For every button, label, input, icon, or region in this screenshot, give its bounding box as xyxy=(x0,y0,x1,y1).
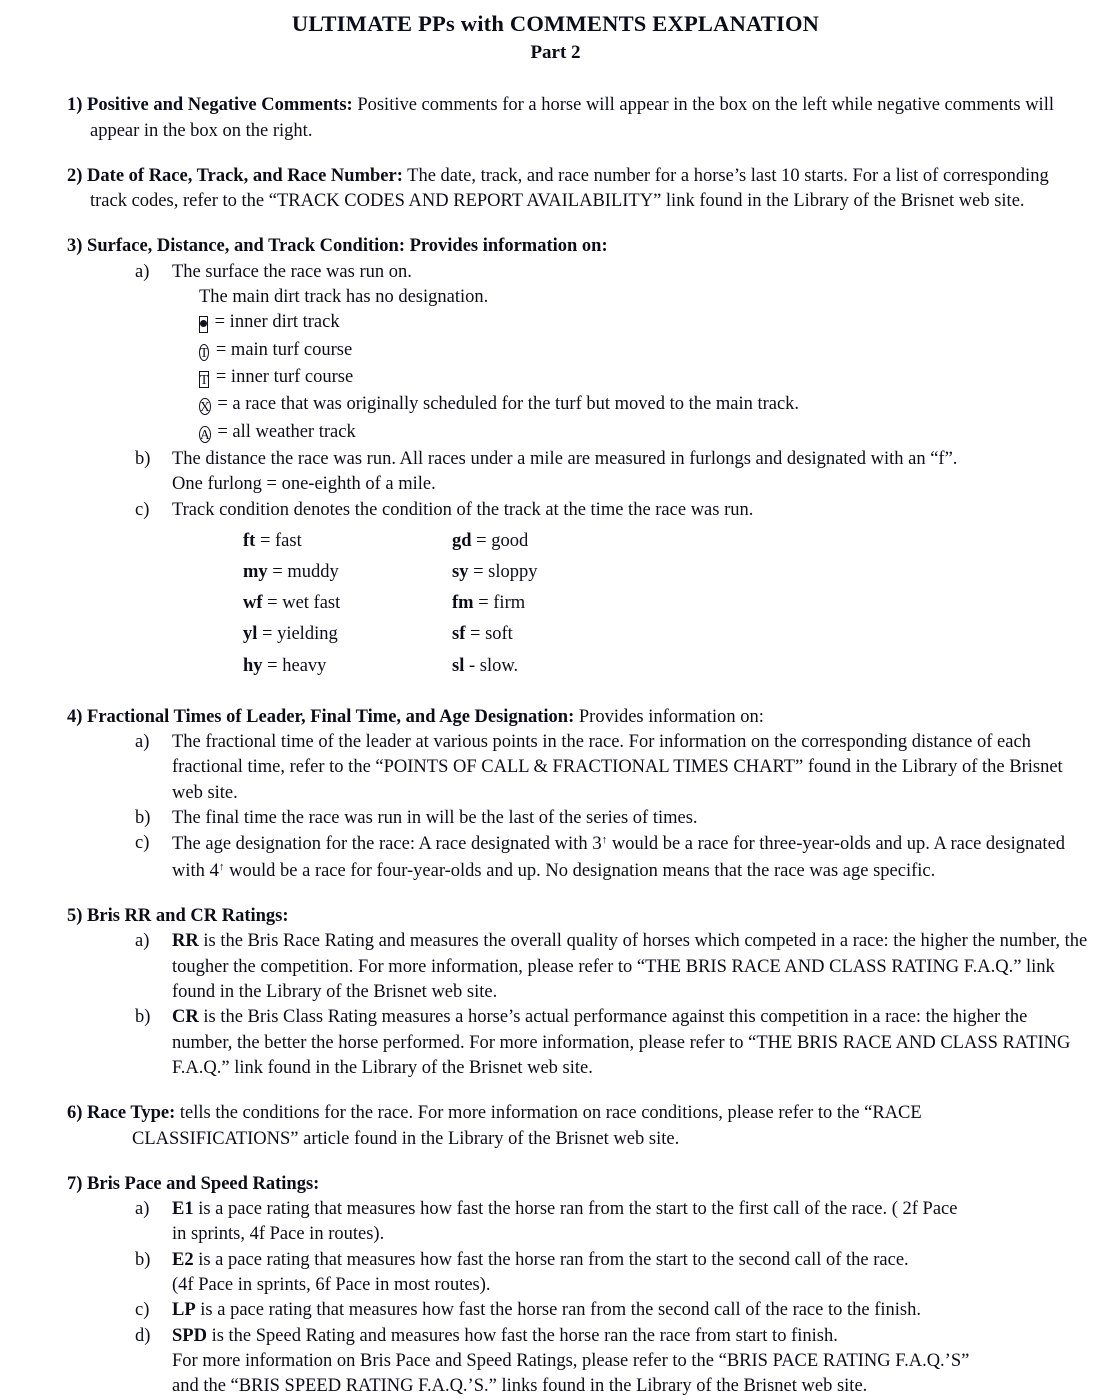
section-4-label: Fractional Times of Leader, Final Time, and Age Designation: xyxy=(87,706,575,727)
sections-container xyxy=(0,93,1111,1399)
boxed-t-icon xyxy=(199,367,209,392)
spd-continuation-2: and the “BRIS SPEED RATING F.A.Q.’S.” links found in the Library of the Brisnet web site. xyxy=(172,1376,868,1397)
section-6 xyxy=(0,1101,1111,1152)
table-row xyxy=(0,591,537,622)
condition-meaning: good xyxy=(491,531,529,552)
pace-key-e1: E1 xyxy=(172,1199,194,1220)
section-1-paragraph xyxy=(0,93,1111,144)
circled-t-glyph: T xyxy=(200,344,209,360)
section-6-label: Race Type: xyxy=(87,1103,176,1124)
sub-item-text: is the Bris Class Rating measures a horse’s actual performance against this competition in a race: the higher the number, the better the horse performed. For more information, please refer to “THE BRIS RACE AND CLASS RATING F.A.Q.” link found in the Library of the Brisnet web site. xyxy=(172,1007,1071,1078)
section-5-label: Bris RR and CR Ratings: xyxy=(87,905,289,926)
section-2-number: 2) xyxy=(67,165,83,186)
section-1 xyxy=(0,93,1111,144)
age-designation-part1: The age designation for the race: A race designated with xyxy=(172,834,593,855)
section-4-heading xyxy=(0,705,1111,730)
age-4-up-arrow-icon: ↑ xyxy=(219,860,225,873)
spd-continuation-1: For more information on Bris Pace and Speed Ratings, please refer to the “BRIS PACE RATING F.A.Q.’S” xyxy=(172,1351,970,1372)
condition-separator: = xyxy=(272,562,283,583)
section-6-number: 6) xyxy=(67,1103,83,1124)
symbol-row-inner-dirt xyxy=(0,310,1111,337)
condition-abbr: hy xyxy=(243,655,263,676)
symbol-row-inner-turf xyxy=(0,365,1111,392)
condition-cell xyxy=(0,529,452,560)
symbol-row-turf-to-main xyxy=(0,392,1111,419)
condition-abbr: ft xyxy=(243,531,256,552)
sub-item-text: is a pace rating that measures how fast the horse ran from the second call of the race to the finish. xyxy=(195,1300,921,1321)
section-3-heading xyxy=(0,234,1111,259)
square-with-dot-icon xyxy=(199,312,208,337)
age-3-digit: 3 xyxy=(592,833,602,855)
list-item xyxy=(0,806,1111,831)
table-row xyxy=(0,654,537,685)
sub-item-marker: c) xyxy=(135,833,150,854)
sub-item-marker: b) xyxy=(135,807,151,828)
page-title: ULTIMATE PPs with COMMENTS EXPLANATION xyxy=(291,11,820,36)
condition-cell xyxy=(0,591,452,622)
section-7-sub-list xyxy=(0,1197,1111,1400)
section-4 xyxy=(0,705,1111,884)
list-item xyxy=(0,260,1111,285)
table-row xyxy=(0,622,537,653)
circled-a-glyph: A xyxy=(200,426,210,442)
section-6-body: tells the conditions for the race. For more information on race conditions, please refer to the “RACE CLASSIFICATIONS” article found in the Library of the Brisnet web site. xyxy=(132,1103,922,1149)
list-item xyxy=(0,1005,1111,1081)
condition-meaning: firm xyxy=(493,593,526,614)
sub-item-text: The surface the race was run on. xyxy=(172,261,412,282)
list-item xyxy=(0,1197,1111,1222)
sub-item-marker: a) xyxy=(135,1199,150,1220)
condition-meaning: yielding xyxy=(277,624,338,645)
condition-cell xyxy=(452,529,537,560)
condition-abbr: sy xyxy=(452,562,469,583)
sub-item-text: The final time the race was run in will be the last of the series of times. xyxy=(172,807,698,828)
list-item xyxy=(0,831,1111,884)
age-designation-part3: would be a race for four-year-olds and up. No designation means that the race was age specific. xyxy=(224,860,936,881)
section-3-number: 3) xyxy=(67,236,83,257)
symbol-definition: = inner dirt track xyxy=(214,312,340,333)
sub-item-marker: a) xyxy=(135,931,150,952)
section-7-number: 7) xyxy=(67,1173,83,1194)
condition-cell xyxy=(0,622,452,653)
condition-abbr: gd xyxy=(452,531,472,552)
circled-x-icon xyxy=(199,394,211,419)
section-7-label: Bris Pace and Speed Ratings: xyxy=(87,1173,320,1194)
list-item xyxy=(0,498,1111,523)
symbol-row-all-weather xyxy=(0,420,1111,447)
condition-meaning: fast xyxy=(275,531,302,552)
section-3-sub-list xyxy=(0,260,1111,523)
surface-note: The main dirt track has no designation. xyxy=(199,287,489,308)
condition-abbr: yl xyxy=(243,624,258,645)
rating-key-rr: RR xyxy=(172,931,199,952)
symbol-row-main-turf xyxy=(0,338,1111,365)
sub-item-text: is the Speed Rating and measures how fast the horse ran the race from start to finish. xyxy=(206,1325,838,1346)
pace-key-spd: SPD xyxy=(172,1325,207,1346)
list-item xyxy=(0,730,1111,806)
sub-item-marker: b) xyxy=(135,449,151,470)
condition-separator: = xyxy=(259,531,271,552)
list-item xyxy=(0,1324,1111,1349)
condition-meaning: heavy xyxy=(282,655,327,676)
condition-abbr: sl xyxy=(452,655,465,676)
list-item xyxy=(0,1298,1111,1323)
age-4-digit: 4 xyxy=(209,859,220,881)
age-designation-part2: would be a race for three-year-olds and up. A race designated with xyxy=(172,834,1066,881)
age-designation-3 xyxy=(592,833,607,854)
section-1-label: Positive and Negative Comments: xyxy=(87,95,353,116)
circled-x-glyph: X xyxy=(200,399,210,415)
condition-meaning: muddy xyxy=(287,562,339,583)
sub-item-marker: c) xyxy=(135,499,150,520)
age-designation-4 xyxy=(210,860,225,881)
condition-separator: = xyxy=(262,624,273,645)
condition-separator: = xyxy=(478,593,489,614)
sub-item-text: The fractional time of the leader at various points in the race. For information on the corresponding distance of each fractional time, refer to the “POINTS OF CALL & FRACTIONAL TIMES CHART” found in the Library of the Brisnet web site. xyxy=(172,731,1063,803)
section-2 xyxy=(0,164,1111,215)
table-row xyxy=(0,560,537,591)
section-7 xyxy=(0,1172,1111,1400)
condition-cell xyxy=(452,622,537,653)
condition-separator: = xyxy=(473,562,484,583)
list-item xyxy=(0,1248,1111,1273)
page-subtitle: Part 2 xyxy=(530,41,581,63)
condition-abbr: fm xyxy=(452,593,474,614)
condition-cell xyxy=(452,654,537,685)
condition-cell xyxy=(0,654,452,685)
condition-meaning: wet fast xyxy=(282,593,341,614)
pace-key-e2: E2 xyxy=(172,1249,194,1270)
circled-a-icon xyxy=(199,422,211,447)
symbol-definition: = a race that was originally scheduled for the turf but moved to the main track. xyxy=(217,394,800,415)
boxed-t-glyph: T xyxy=(200,372,209,388)
section-5-sub-list xyxy=(0,929,1111,1081)
section-3 xyxy=(0,234,1111,684)
symbol-definition: = main turf course xyxy=(215,339,353,360)
title-block xyxy=(0,10,1111,65)
section-6-paragraph xyxy=(0,1101,1111,1152)
condition-separator: - xyxy=(468,655,476,676)
section-2-body: The date, track, and race number for a horse’s last 10 starts. For a list of corresponding track codes, refer to the “TRACK CODES AND REPORT AVAILABILITY” link found in the Library of the Brisnet web site. xyxy=(90,165,1049,212)
condition-abbr: sf xyxy=(452,624,466,645)
condition-cell xyxy=(452,560,537,591)
section-4-sub-list xyxy=(0,730,1111,884)
sub-item-text: is a pace rating that measures how fast the horse ran from the start to the first call of the race. ( 2f Pace xyxy=(193,1199,958,1220)
condition-separator: = xyxy=(267,593,278,614)
condition-separator: = xyxy=(470,624,481,645)
condition-meaning: soft xyxy=(485,624,513,645)
condition-cell xyxy=(452,591,537,622)
section-3-label: Surface, Distance, and Track Condition: Provides information on: xyxy=(87,236,608,257)
sub-item-marker: a) xyxy=(135,261,150,282)
sub-item-text: is the Bris Race Rating and measures the overall quality of horses which competed in a race: the higher the number, the tougher the competition. For more information, please refer to “THE BRIS RACE AND CLASS RATING F.A.Q.” link found in the Library of the Brisnet web site. xyxy=(172,931,1088,1002)
section-5-heading xyxy=(0,904,1111,929)
condition-separator: = xyxy=(476,531,487,552)
furlong-note: One furlong = one-eighth of a mile. xyxy=(172,474,436,495)
section-1-number: 1) xyxy=(67,95,83,116)
condition-meaning: sloppy xyxy=(488,562,538,583)
section-2-paragraph xyxy=(0,164,1111,215)
rating-key-cr: CR xyxy=(172,1007,199,1028)
symbol-definition: = inner turf course xyxy=(215,367,354,388)
circled-t-icon xyxy=(199,340,209,365)
section-4-body: Provides information on: xyxy=(574,706,764,727)
section-7-heading xyxy=(0,1172,1111,1197)
condition-separator: = xyxy=(267,655,278,676)
condition-abbr: my xyxy=(243,562,268,583)
condition-cell xyxy=(0,560,452,591)
pace-e1-continuation: in sprints, 4f Pace in routes). xyxy=(172,1224,385,1245)
pace-key-lp: LP xyxy=(172,1300,196,1321)
sub-item-text: Track condition denotes the condition of the track at the time the race was run. xyxy=(172,499,754,520)
section-1-body: Positive comments for a horse will appear in the box on the left while negative comments will appear in the box on the right. xyxy=(90,95,1054,141)
sub-item-text: is a pace rating that measures how fast the horse ran from the start to the second call of the race. xyxy=(193,1249,909,1270)
section-5-number: 5) xyxy=(67,905,83,926)
table-row xyxy=(0,529,537,560)
track-condition-table xyxy=(0,529,537,684)
list-item xyxy=(0,447,1111,472)
age-3-up-arrow-icon: ↑ xyxy=(601,834,608,847)
symbol-definition: = all weather track xyxy=(217,421,356,442)
condition-meaning: slow. xyxy=(479,655,519,676)
sub-item-text: The distance the race was run. All races under a mile are measured in furlongs and designated with an “f”. xyxy=(172,449,958,470)
section-2-label: Date of Race, Track, and Race Number: xyxy=(87,165,403,186)
sub-item-marker: b) xyxy=(135,1007,151,1028)
pace-e2-continuation: (4f Pace in sprints, 6f Pace in most routes). xyxy=(172,1275,491,1296)
list-item xyxy=(0,929,1111,1005)
section-4-number: 4) xyxy=(67,706,83,727)
sub-item-marker: b) xyxy=(135,1249,151,1270)
condition-abbr: wf xyxy=(243,593,263,614)
sub-item-marker: d) xyxy=(135,1325,151,1346)
sub-item-marker: a) xyxy=(135,731,150,752)
sub-item-marker: c) xyxy=(135,1300,150,1321)
section-5 xyxy=(0,904,1111,1081)
